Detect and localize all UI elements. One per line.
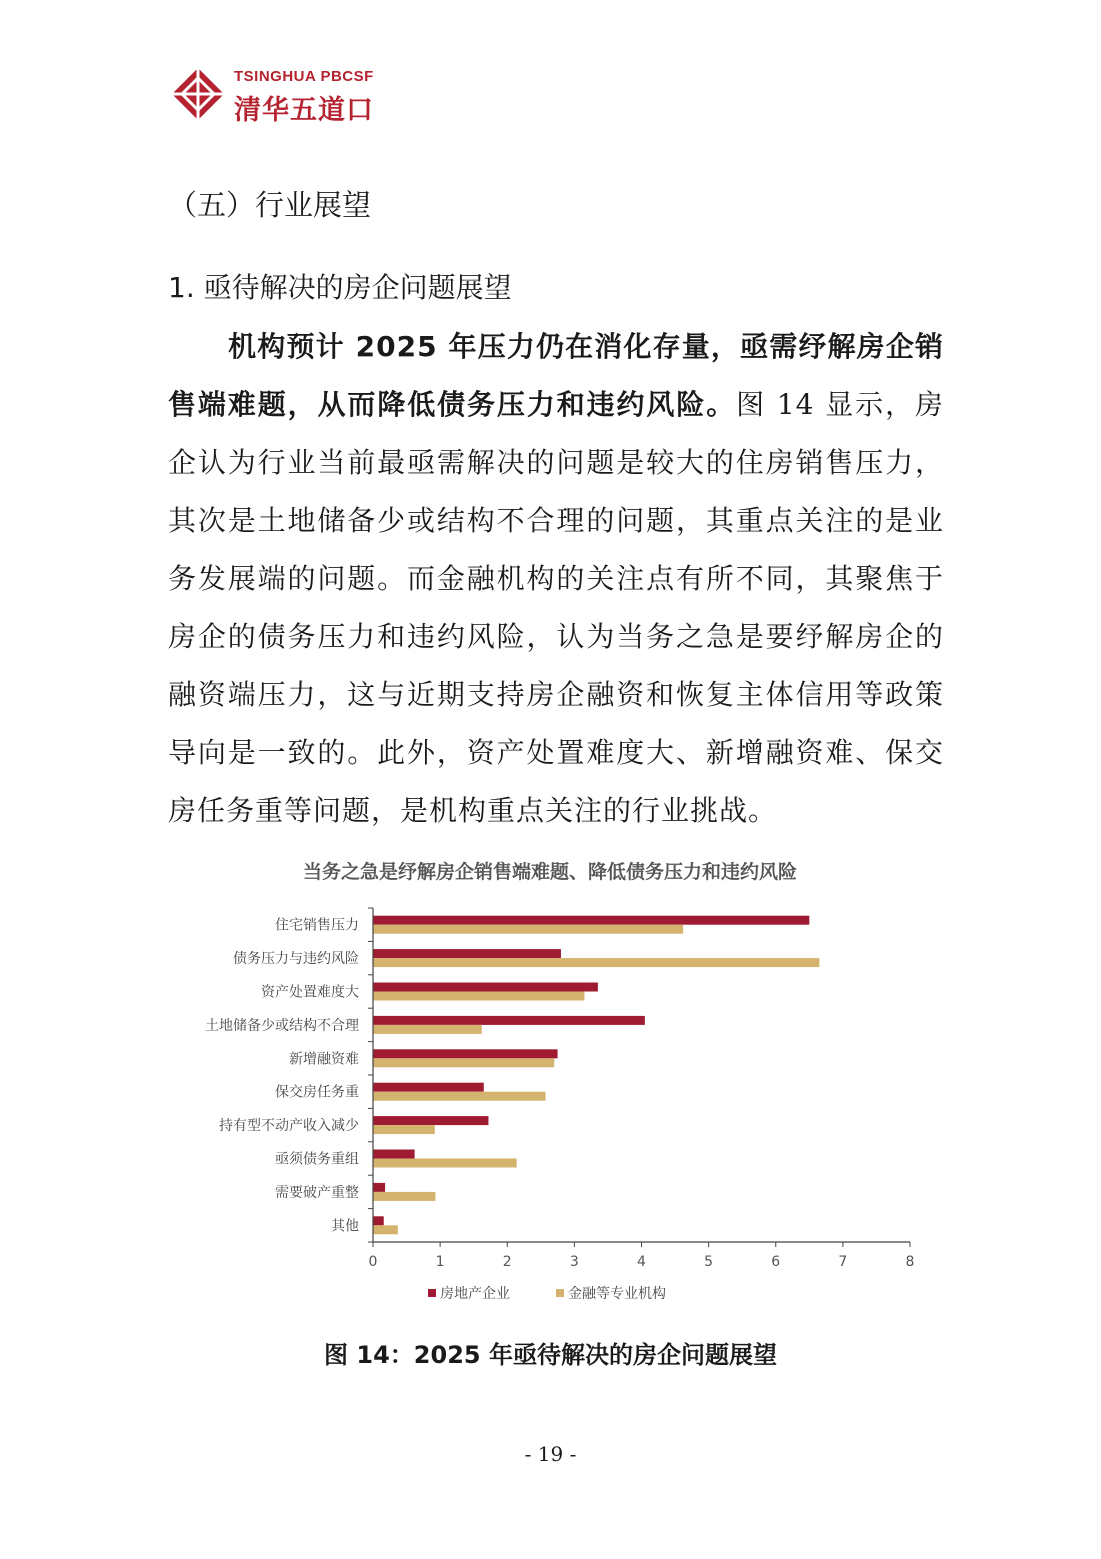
section-heading: （五）行业展望 [168,188,372,222]
x-tick-label: 6 [771,1254,781,1270]
chart-title: 当务之急是纾解房企销售端难题、降低债务压力和违约风险 [302,861,798,883]
bar-institution [373,1025,482,1034]
logo [170,66,400,126]
x-tick-label: 3 [569,1254,579,1270]
x-tick-label: 0 [368,1254,378,1270]
x-tick-label: 1 [435,1254,445,1270]
bar-developer [373,949,561,958]
category-label: 住宅销售压力 [275,917,359,934]
bar-developer [373,916,809,925]
x-tick-label: 5 [704,1254,714,1270]
bar-institution [373,1225,398,1234]
bar-developer [373,1083,484,1092]
sub-heading: 1. 亟待解决的房企问题展望 [168,271,512,304]
bar-developer [373,1016,645,1025]
legend-label: 房地产企业 [440,1286,510,1302]
bar-institution [373,1092,546,1101]
category-label: 债务压力与违约风险 [233,951,359,968]
legend-swatch [428,1289,436,1297]
category-label: 保交房任务重 [275,1084,359,1101]
category-label: 其他 [331,1218,359,1235]
paragraph-lead: 机构预计 2025 年压力仍在消化存量，亟需纾解房企销售端难题，从而降低债务压力和违约风险。 [168,330,944,421]
bar-institution [373,992,584,1001]
page-number: - 19 - [524,1442,577,1466]
bar-developer [373,1216,384,1225]
x-tick-label: 8 [905,1254,915,1270]
x-tick-label: 2 [502,1254,512,1270]
legend-swatch [556,1289,564,1297]
bar-institution [373,925,683,934]
category-label: 持有型不动产收入减少 [219,1118,359,1135]
bar-developer [373,983,598,992]
bar-developer [373,1116,488,1125]
bar-institution [373,1058,554,1067]
logo-english: TSINGHUA PBCSF [234,68,374,85]
pbcsf-logo-icon [170,66,226,122]
bar-institution [373,958,819,967]
bar-institution [373,1125,435,1134]
bar-developer [373,1049,558,1058]
body-paragraph [168,318,944,840]
bar-developer [373,1150,415,1159]
bar-institution [373,1159,517,1168]
x-tick-label: 4 [637,1254,646,1270]
logo-chinese: 清华五道口 [234,95,374,126]
category-label: 资产处置难度大 [261,984,359,1001]
category-label: 亟须债务重组 [275,1151,359,1168]
category-label: 新增融资难 [289,1051,359,1068]
figure-caption: 图 14：2025 年亟待解决的房企问题展望 [324,1341,777,1369]
category-label: 需要破产重整 [275,1184,359,1201]
paragraph-body: 图 14 显示，房企认为行业当前最亟需解决的问题是较大的住房销售压力，其次是土地储备少或结构不合理的问题，其重点关注的是业务发展端的问题。而金融机构的关注点有所不同，其聚焦于房企的债务压力和违约风险，认为当务之急是要纾解房企的融资端压力，这与近期支持房企融资和恢复主体信用等政策导向是一致的。此外，资产处置难度大、新增融资难、保交房任务重等问题，是机构重点关注的行业挑战。 [168,388,944,827]
bar-institution [373,1192,435,1201]
legend-label: 金融等专业机构 [568,1286,666,1302]
bar-developer [373,1183,385,1192]
bar-chart [160,850,940,1320]
x-tick-label: 7 [838,1254,848,1270]
category-label: 土地储备少或结构不合理 [205,1017,359,1034]
